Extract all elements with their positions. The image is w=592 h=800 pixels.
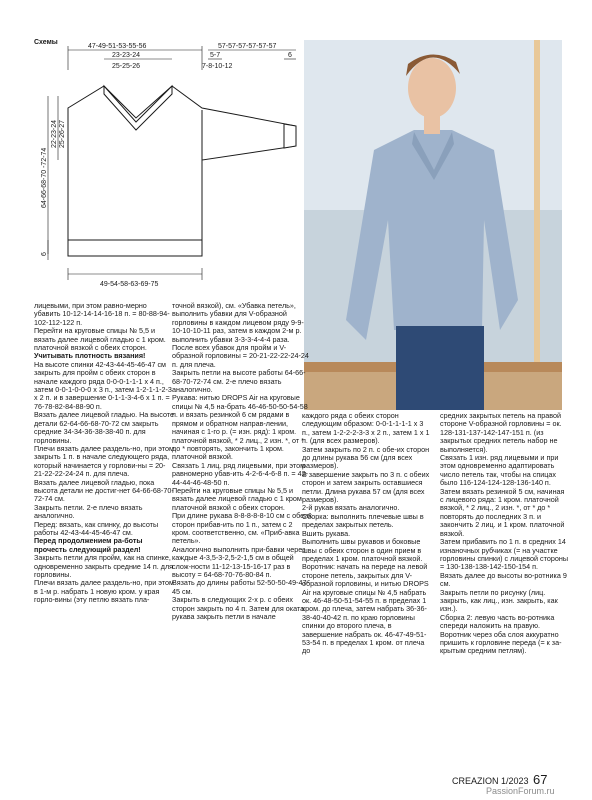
column-4 xyxy=(440,412,568,656)
column-1 xyxy=(34,302,174,605)
paragraph: Связать 1 изн. ряд лицевыми и при этом одновременно адаптировать число петель так, чтобы на спицах было 116-124-124-128-136-140 п. xyxy=(440,453,559,488)
paragraph: Вязать далее лицевой гладью. На высоте детали 62-64-66-68-70-72 см закрыть средние 34-34-36-38-38-40 п. для горловины. xyxy=(34,410,175,445)
paragraph: лицевыми, при этом равно-мерно убавить 10-12-14-14-16-18 п. = 80-88-94-102-112-122 п. xyxy=(34,301,170,327)
page-number: 67 xyxy=(533,772,548,787)
paragraph: Затем закрыть по 2 п. с обе-их сторон до длины рукава 56 см (для всех размеров). xyxy=(302,444,430,471)
neck-width-label: 23-23-24 xyxy=(112,52,141,59)
paragraph: Вшить рукава. xyxy=(302,528,351,538)
column-2 xyxy=(172,302,312,621)
paragraph: Закрыть в следующих 2-х р. с обеих сторон закрыть по 4 п. Затем для оката рукава закрыть петли в начале xyxy=(172,595,305,622)
watermark: PassionForum.ru xyxy=(486,786,555,796)
paragraph: Сборка: выполнить плечевые швы в пределах закрытых петель. xyxy=(302,511,424,530)
paragraph: средних закрытых петель на правой стороне V-образной горловины = ок. 128-131-137-142-147-151 п. (из закрытых средних петель набор не выполняется). xyxy=(440,411,562,454)
depth1-label: 22-23-24 xyxy=(51,119,58,148)
paragraph: Выполнить швы рукавов и боковые швы с обеих сторон в один прием в пределах 1 кром. платочной вязкой. xyxy=(302,537,423,563)
paragraph: Затем вязать резинкой 5 см, начиная с лицевого ряда: 1 кром. платочной вязкой, * 2 лиц., 2 изн. *, от * до * повторять до последних 3 п. и закончить 2 лиц. и 1 кром. платочной вязкой. xyxy=(440,486,565,538)
paragraph: Связать 1 лиц. ряд лицевыми, при этом равномерно убав-ить 4-2-6-4-6-8 п. = 42-44-44-46-48-50 п. xyxy=(172,460,308,487)
paragraph: Перед продолжением ра-боты прочесть следующий раздел! xyxy=(34,536,143,554)
sleeve-width-label: 57-57-57-57-57-57 xyxy=(218,43,277,50)
neck-width2-label: 25-25-26 xyxy=(112,63,141,70)
paragraph: Плечи вязать далее раздель-но, при этом в 1-м р. набрать 1 новую кром. у края горло-вины (эту петлю вязать пла- xyxy=(34,578,174,605)
rib-label: 6 xyxy=(41,252,48,256)
cuff-left-label: 5-7 xyxy=(210,52,221,59)
paragraph: После всех убавок для пройм и V-образной горловины = 20-21-22-22-24-24 п. для плеча. xyxy=(172,343,309,369)
magazine-name: CREAZION 1/2023 xyxy=(452,776,529,786)
page-footer xyxy=(452,772,548,787)
paragraph: Закрыть петли по рисунку (лиц. закрыть, как лиц., изн. закрыть, как изн.). xyxy=(440,587,558,614)
paragraph: Перейти на круговые спицы № 5,5 и вязать далее лицевой гладью с 1 кром. платочной вязкой с обеих сторон. xyxy=(34,326,166,353)
paragraph: Перейти на круговые спицы № 5,5 и вязать далее лицевой гладью с 1 кром. платочной вязкой с обеих сторон. xyxy=(172,485,304,512)
paragraph: точной вязкой), см. «Убавка петель», выполнить убавки для V-образной горловины в каждом лицевом ряду 9-9-10-10-10-11 раз, затем в каждом 2-м р. выполнить убавки 3-3-3-4-4-4 раза. xyxy=(172,301,304,344)
paragraph: Закрыть петли на высоте работы 64-66-68-70-72-74 см. 2-е плечо вязать аналогично. xyxy=(172,368,306,395)
column-3 xyxy=(302,412,430,656)
paragraph: Рукава: нитью DROPS Air на круговые спицы № 4,5 на-брать 46-46-50-50-54-58 п. и вязать резинкой 6 см рядами в прямом и обратном направ-лении, начиная с 1-го р. (= изн. ряд): 1 кром. платочной вязкой, * 2 лиц., 2 изн. *, от * до * повторять, закончить 1 кром. платочной вязкой. xyxy=(172,393,308,462)
paragraph: Перед: вязать, как спинку, до высоты работы 42-43-44-45-46-47 см. xyxy=(34,519,159,537)
paragraph: Плечи вязать далее раздель-но, при этом закрыть 1 п. в начале следующего ряда, который начинается у горлови-ны = 20-21-22-22-24-24 п. для плеча. xyxy=(34,443,174,479)
cuff-left2-label: 7-8-10-12 xyxy=(202,63,233,70)
diagram-title: Схемы xyxy=(34,39,58,46)
top-width-label: 47-49-51-53-55-56 xyxy=(88,43,147,50)
depth2-label: 25-26-27 xyxy=(59,119,66,148)
paragraph: На высоте спинки 42-43-44-45-46-47 см закрыть для пройм с обеих сторон в начале каждого ряда 0-0-0-1-1-1 х 4 п., затем 0-0-1-0-0-0 х 3 п., затем 1-2-1-1-2-3 х 2 п. и в завершение 0-1-1-3-4-6 х 1 п. = 76-78-82-84-88-90 п. xyxy=(34,359,172,411)
paragraph: Вязать до длины работы 52-50-50-49-47-45 см. xyxy=(172,578,309,596)
paragraph: 2-й рукав вязать аналогично. xyxy=(302,503,400,513)
model-photo xyxy=(304,40,562,410)
paragraph: Закрыть петли. 2-е плечо вязать аналогично. xyxy=(34,502,143,521)
paragraph: Учитывать плотность вязания! xyxy=(34,351,146,361)
sweater-schematic xyxy=(0,30,304,292)
paragraph: Вязать далее лицевой гладью, пока высота детали не достиг-нет 64-66-68-70-72-74 см. xyxy=(34,477,174,504)
paragraph: В завершение закрыть по 3 п. с обеих сторон и затем закрыть оставшиеся петли. Длина рукава 57 см (для всех размеров). xyxy=(302,469,430,505)
paragraph: При длине рукава 8-8-8-8-8-10 см с обеих сторон прибав-ить по 1 п., затем с 2 кром. соответственно, см. «Приб-авка петель». xyxy=(172,511,312,546)
paragraph: Закрыть петли для пройм, как на спинке, одновременно закрыть средние 14 п. для горловины. xyxy=(34,553,174,579)
paragraph: Сборка 2: левую часть во-ротника спереди наложить на правую. Воротник через оба слоя аккуратно пришить к горловине переда (= к за-крытым средним петлям). xyxy=(440,612,562,656)
paragraph: каждого ряда с обеих сторон следующим образом: 0-0-1-1-1-1 х 3 п., затем 1-2-2-2-3-3 х 2 п., затем 1 х 1 п. (для всех размеров). xyxy=(302,411,430,446)
paragraph: Затем прибавить по 1 п. в средних 14 изнаночных рубчиках (= на участке горловины спинки) с лицевой стороны = 130-138-138-142-150-154 п. xyxy=(440,537,568,572)
height-label: 64-66-68-70 -72-74 xyxy=(41,147,48,208)
paragraph: Аналогично выполнить при-бавки через каждые 4-3,5-3-2,5-2-1,5 см в общей слож-ности 11-12-13-15-16-17 раз в высоту = 64-68-70-76-80-84 п. xyxy=(172,544,306,579)
cuff-right-label: 6 xyxy=(288,52,292,59)
bottom-width-label: 49-54-58-63-69-75 xyxy=(100,281,159,288)
paragraph: Воротник: начать на переде на левой стороне петель, закрытых для V-образной горловины, и нитью DROPS Air на круговые спицы № 4,5 набрать ок. 46-48-50-51-54-55 п. в пределах 1 кром. до плеча, затем набрать 36-36-38-40-40-42 п. по краю горловины спинки до второго плеча, в завершение набрать ок. 46-47-49-51-53-54 п. в пределах 1 кром. от плеча до xyxy=(302,562,429,656)
paragraph: Вязать далее до высоты во-ротника 9 см. xyxy=(440,570,567,589)
